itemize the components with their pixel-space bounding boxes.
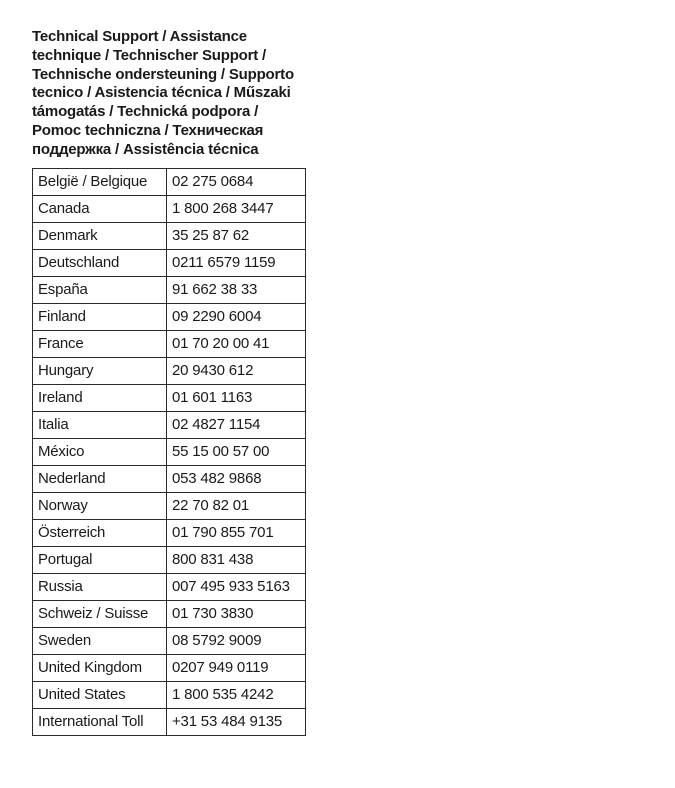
heading-line: Pomoc techniczna / Техническая [32, 121, 264, 139]
table-row [33, 169, 306, 196]
phone-cell: 02 4827 1154 [167, 412, 306, 439]
table-row [33, 601, 306, 628]
country-cell: International Toll [33, 709, 167, 736]
phone-cell: 01 601 1163 [167, 385, 306, 412]
phone-cell: 0207 949 0119 [167, 655, 306, 682]
phone-cell: 35 25 87 62 [167, 223, 306, 250]
table-row [33, 358, 306, 385]
table-row [33, 547, 306, 574]
country-cell: Finland [33, 304, 167, 331]
support-heading [32, 28, 307, 160]
table-row [33, 520, 306, 547]
phone-cell: 01 70 20 00 41 [167, 331, 306, 358]
country-cell: France [33, 331, 167, 358]
phone-cell: 01 730 3830 [167, 601, 306, 628]
phone-cell: 02 275 0684 [167, 169, 306, 196]
table-row [33, 277, 306, 304]
country-cell: Deutschland [33, 250, 167, 277]
table-row [33, 655, 306, 682]
country-cell: Österreich [33, 520, 167, 547]
table-row [33, 466, 306, 493]
heading-line: Technische ondersteuning / Supporto [32, 65, 294, 83]
country-cell: United States [33, 682, 167, 709]
phone-cell: 053 482 9868 [167, 466, 306, 493]
country-cell: México [33, 439, 167, 466]
country-cell: United Kingdom [33, 655, 167, 682]
heading-line: technique / Technischer Support / [32, 46, 266, 64]
heading-line: támogatás / Technická podpora / [32, 103, 259, 121]
table-row [33, 304, 306, 331]
phone-cell: 01 790 855 701 [167, 520, 306, 547]
heading-line: поддержка / Assistência técnica [32, 140, 259, 158]
table-row [33, 709, 306, 736]
country-cell: Hungary [33, 358, 167, 385]
country-cell: België / Belgique [33, 169, 167, 196]
table-row [33, 223, 306, 250]
country-cell: Nederland [33, 466, 167, 493]
phone-cell: 91 662 38 33 [167, 277, 306, 304]
heading-line: tecnico / Asistencia técnica / Műszaki [32, 84, 291, 102]
table-row [33, 250, 306, 277]
phone-cell: 22 70 82 01 [167, 493, 306, 520]
support-phone-table [32, 168, 306, 736]
country-cell: Norway [33, 493, 167, 520]
phone-cell: 0211 6579 1159 [167, 250, 306, 277]
country-cell: Sweden [33, 628, 167, 655]
phone-cell: 08 5792 9009 [167, 628, 306, 655]
country-cell: Canada [33, 196, 167, 223]
phone-cell: 800 831 438 [167, 547, 306, 574]
country-cell: Portugal [33, 547, 167, 574]
phone-cell: 09 2290 6004 [167, 304, 306, 331]
phone-cell: 1 800 268 3447 [167, 196, 306, 223]
phone-cell: 007 495 933 5163 [167, 574, 306, 601]
table-row [33, 196, 306, 223]
table-row [33, 412, 306, 439]
table-row [33, 628, 306, 655]
table-row [33, 493, 306, 520]
table-row [33, 574, 306, 601]
country-cell: España [33, 277, 167, 304]
phone-cell: 20 9430 612 [167, 358, 306, 385]
table-row [33, 439, 306, 466]
country-cell: Ireland [33, 385, 167, 412]
table-row [33, 682, 306, 709]
country-cell: Denmark [33, 223, 167, 250]
country-cell: Russia [33, 574, 167, 601]
phone-cell: 1 800 535 4242 [167, 682, 306, 709]
heading-line: Technical Support / Assistance [32, 28, 247, 45]
country-cell: Italia [33, 412, 167, 439]
table-row [33, 385, 306, 412]
country-cell: Schweiz / Suisse [33, 601, 167, 628]
phone-cell: +31 53 484 9135 [167, 709, 306, 736]
table-row [33, 331, 306, 358]
phone-cell: 55 15 00 57 00 [167, 439, 306, 466]
